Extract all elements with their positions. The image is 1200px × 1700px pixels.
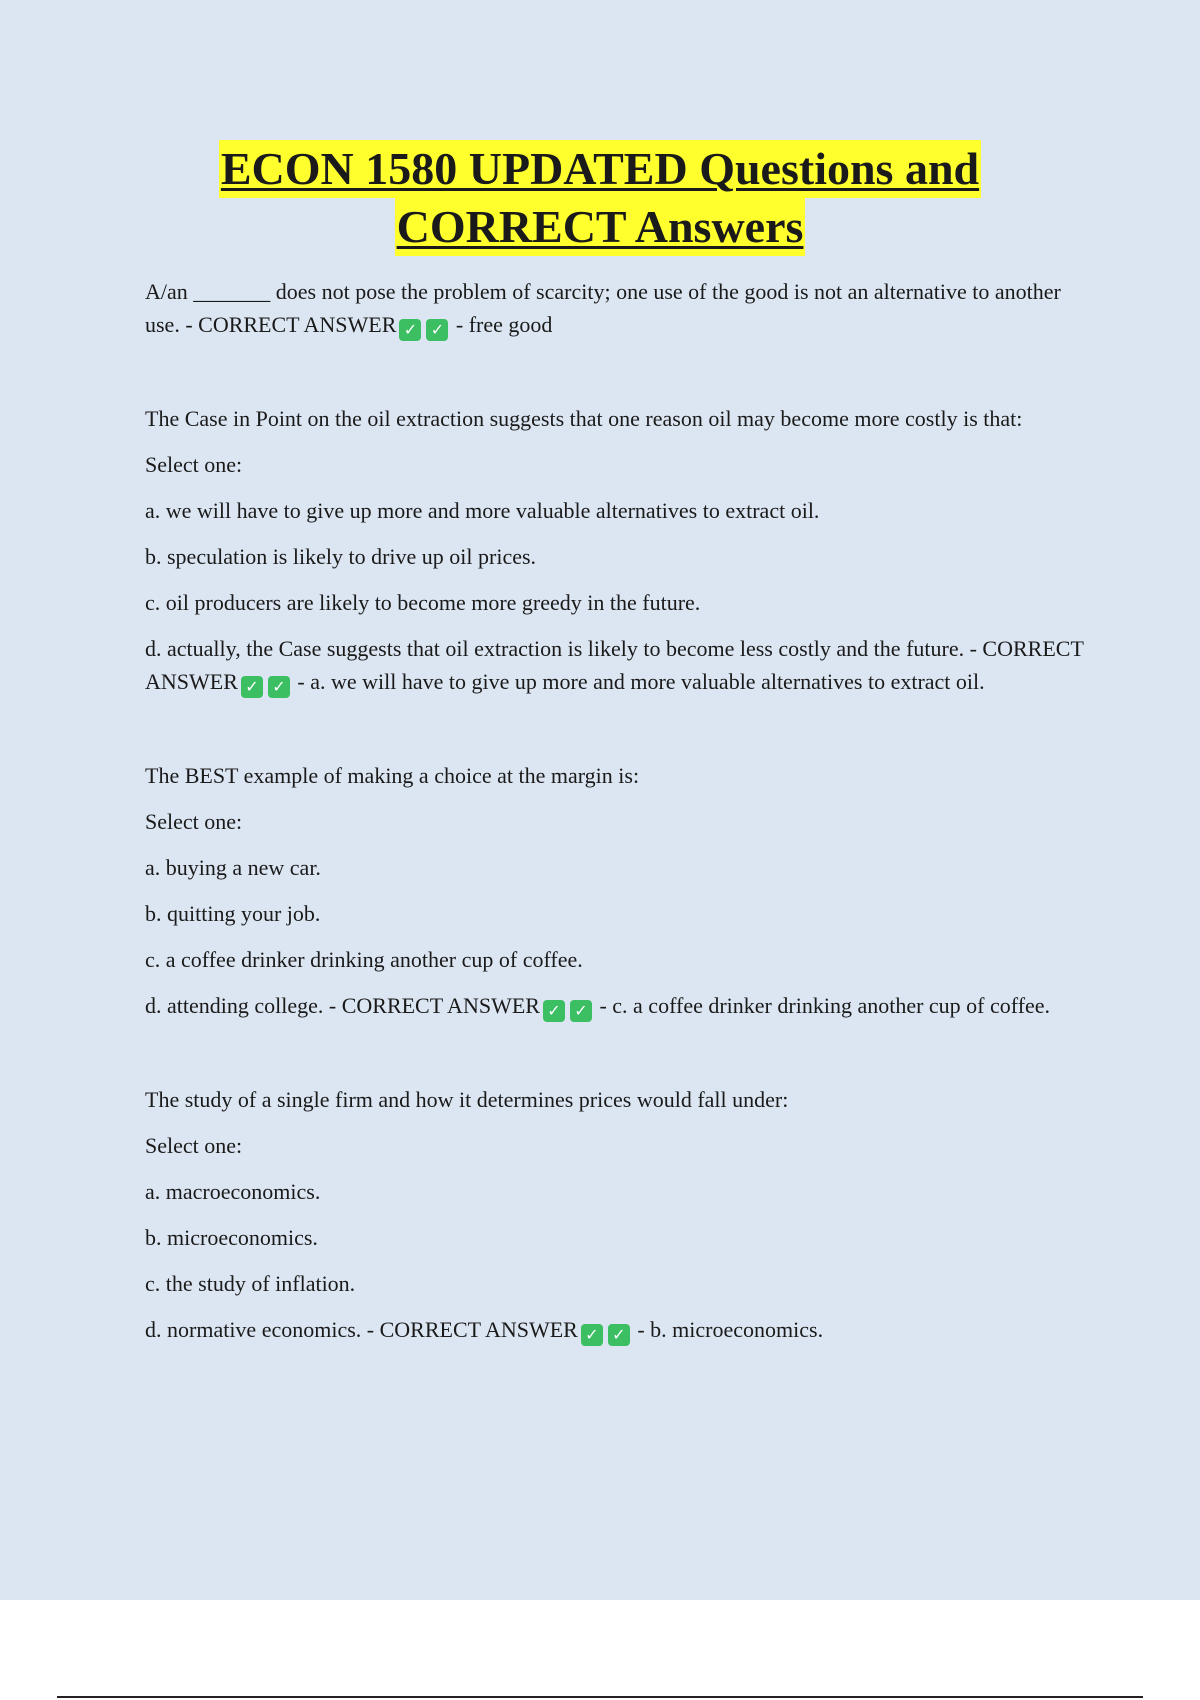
title-line-1: ECON 1580 UPDATED Questions and: [219, 140, 981, 198]
question-1-answer: - free good: [455, 312, 553, 337]
question-1-text: [145, 275, 1085, 341]
question-1-stem: A/an _______ does not pose the problem of scarcity; one use of the good is not an alternative to another use. - CORRECT ANSWER: [145, 279, 1061, 337]
question-gap: [145, 1035, 1085, 1083]
question-4: [145, 1083, 1085, 1346]
question-gap: [145, 354, 1085, 402]
question-4-option-d: [145, 1313, 1085, 1346]
question-2: [145, 402, 1085, 698]
question-3-stem: The BEST example of making a choice at the margin is:: [145, 763, 640, 788]
question-3: [145, 759, 1085, 1022]
question-2-option-a: a. we will have to give up more and more valuable alternatives to extract oil.: [145, 498, 820, 523]
question-3-answer: - c. a coffee drinker drinking another cup of coffee.: [599, 993, 1051, 1018]
question-4-option-a: a. macroeconomics.: [145, 1179, 321, 1204]
check-mark-icon: ✓: [543, 1000, 565, 1022]
check-mark-icon: ✓: [241, 676, 263, 698]
question-2-option-b: b. speculation is likely to drive up oil prices.: [145, 544, 537, 569]
question-3-option-d: [145, 989, 1085, 1022]
question-1: [145, 275, 1085, 341]
check-mark-icon: ✓: [426, 319, 448, 341]
check-mark-icon: ✓: [268, 676, 290, 698]
document-body: [145, 275, 1085, 1359]
question-2-option-d-text: d. actually, the Case suggests that oil extraction is likely to become less costly and the future. - CORRECT ANSWER: [145, 636, 1084, 694]
question-3-option-a: a. buying a new car.: [145, 855, 321, 880]
question-2-select-one: Select one:: [145, 452, 243, 477]
question-2-option-c: c. oil producers are likely to become more greedy in the future.: [145, 590, 701, 615]
question-3-option-c: c. a coffee drinker drinking another cup of coffee.: [145, 947, 583, 972]
question-4-select-one: Select one:: [145, 1133, 243, 1158]
check-mark-icon: ✓: [570, 1000, 592, 1022]
question-2-option-d: [145, 632, 1085, 698]
question-gap: [145, 711, 1085, 759]
title-line-2: CORRECT Answers: [395, 198, 806, 256]
question-4-answer: - b. microeconomics.: [637, 1317, 824, 1342]
footer-divider: [57, 1696, 1143, 1698]
question-4-option-c: c. the study of inflation.: [145, 1271, 356, 1296]
question-2-answer: - a. we will have to give up more and more valuable alternatives to extract oil.: [297, 669, 985, 694]
question-4-stem: The study of a single firm and how it determines prices would fall under:: [145, 1087, 789, 1112]
document-title: [0, 140, 1200, 256]
question-4-option-d-text: d. normative economics. - CORRECT ANSWER: [145, 1317, 578, 1342]
question-3-select-one: Select one:: [145, 809, 243, 834]
check-mark-icon: ✓: [608, 1324, 630, 1346]
question-3-option-b: b. quitting your job.: [145, 901, 321, 926]
question-2-stem: The Case in Point on the oil extraction suggests that one reason oil may become more costly is that:: [145, 406, 1023, 431]
check-mark-icon: ✓: [581, 1324, 603, 1346]
question-4-option-b: b. microeconomics.: [145, 1225, 318, 1250]
question-3-option-d-text: d. attending college. - CORRECT ANSWER: [145, 993, 540, 1018]
check-mark-icon: ✓: [399, 319, 421, 341]
